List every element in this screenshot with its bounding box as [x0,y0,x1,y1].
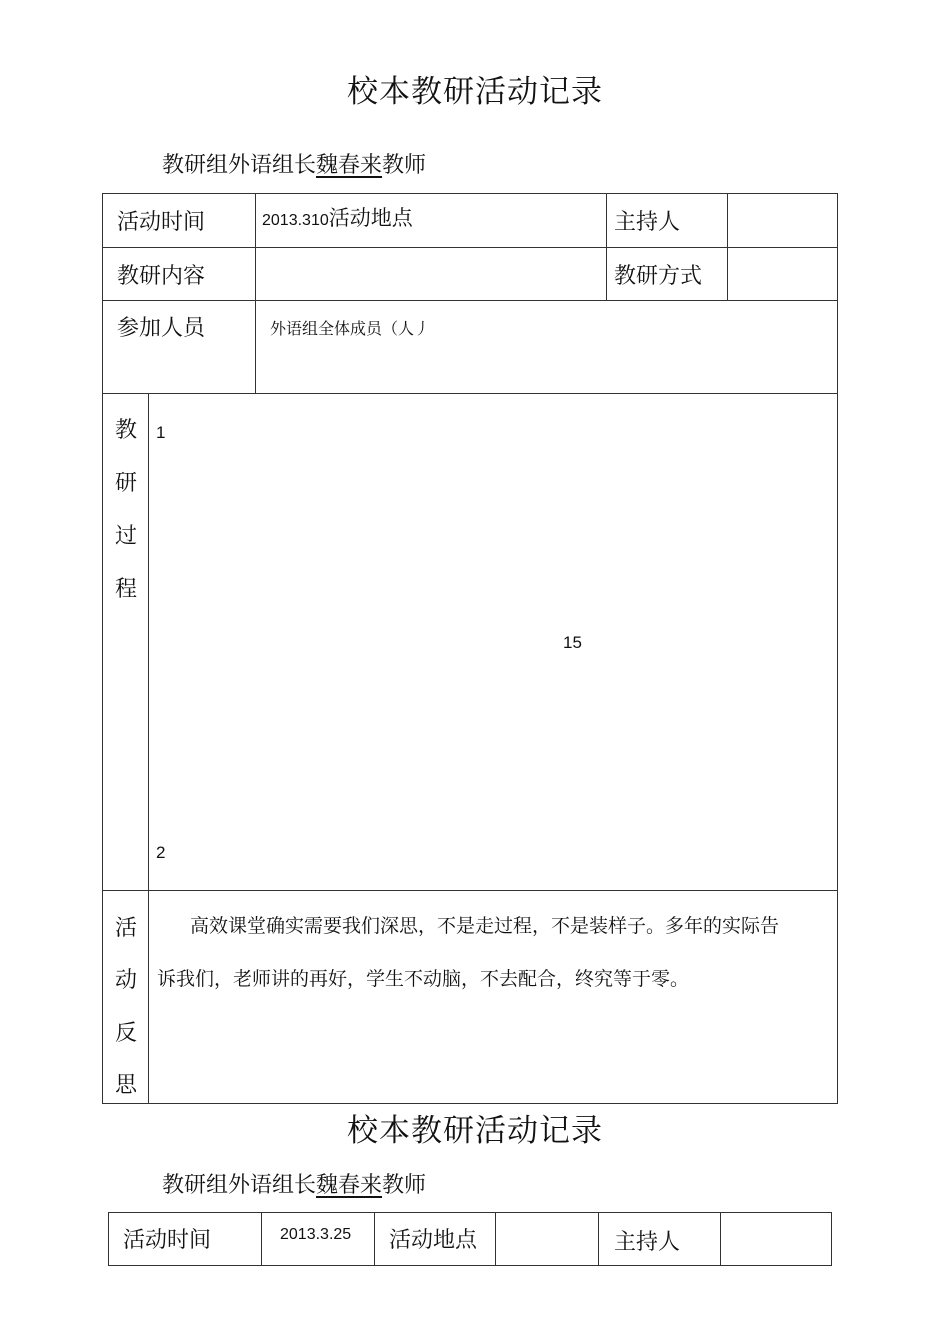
process-label-char-3: 过 [114,524,137,549]
page2-group-leader-prefix: 教研组外语组长 [162,1173,317,1198]
page-title: 校本教研活动记录 [347,74,603,110]
research-content-label: 教研内容 [117,264,206,289]
activity-place-label: 活动地点 [328,206,413,230]
process-mark-1: 1 [156,423,166,442]
page2-activity-place-label: 活动地点 [389,1228,478,1253]
participants-value: 外语组全体成员（人丿 [270,321,431,338]
host-label: 主持人 [614,210,681,235]
reflection-text-line-1: 高效课堂确实需要我们深思，不是走过程，不是装样子。多年的实际告 [190,915,780,937]
page2-group-leader-name: 魏春来 [316,1173,383,1198]
participants-label: 参加人员 [117,316,206,341]
reflection-text-line-2: 诉我们，老师讲的再好，学生不动脑，不去配合，终究等于零。 [157,968,690,990]
page2-group-leader-line [162,1168,426,1199]
reflection-label-char-1: 活 [114,916,137,941]
process-mark-15: 15 [563,633,582,652]
process-label-char-1: 教 [114,418,137,443]
process-mark-2: 2 [156,843,166,862]
process-label-char-4: 程 [114,577,137,602]
page2-host-label: 主持人 [614,1230,681,1255]
research-method-label: 教研方式 [614,264,703,289]
page2-activity-time-label: 活动时间 [123,1228,212,1253]
page2-group-leader-suffix: 教师 [382,1173,427,1198]
process-label-char-2: 研 [114,471,137,496]
reflection-label-char-2: 动 [114,968,137,993]
page2-title: 校本教研活动记录 [347,1113,603,1149]
group-leader-line [162,148,426,179]
page2-activity-time-value: 2013.3.25 [280,1226,352,1243]
group-leader-name: 魏春来 [316,153,383,178]
activity-time-value: 2013.310 [262,212,329,229]
reflection-label-char-3: 反 [114,1021,137,1046]
group-leader-prefix: 教研组外语组长 [162,153,317,178]
reflection-label-char-4: 思 [114,1073,137,1098]
activity-time-cell [262,202,413,232]
activity-time-label: 活动时间 [117,210,206,235]
group-leader-suffix: 教师 [382,153,427,178]
